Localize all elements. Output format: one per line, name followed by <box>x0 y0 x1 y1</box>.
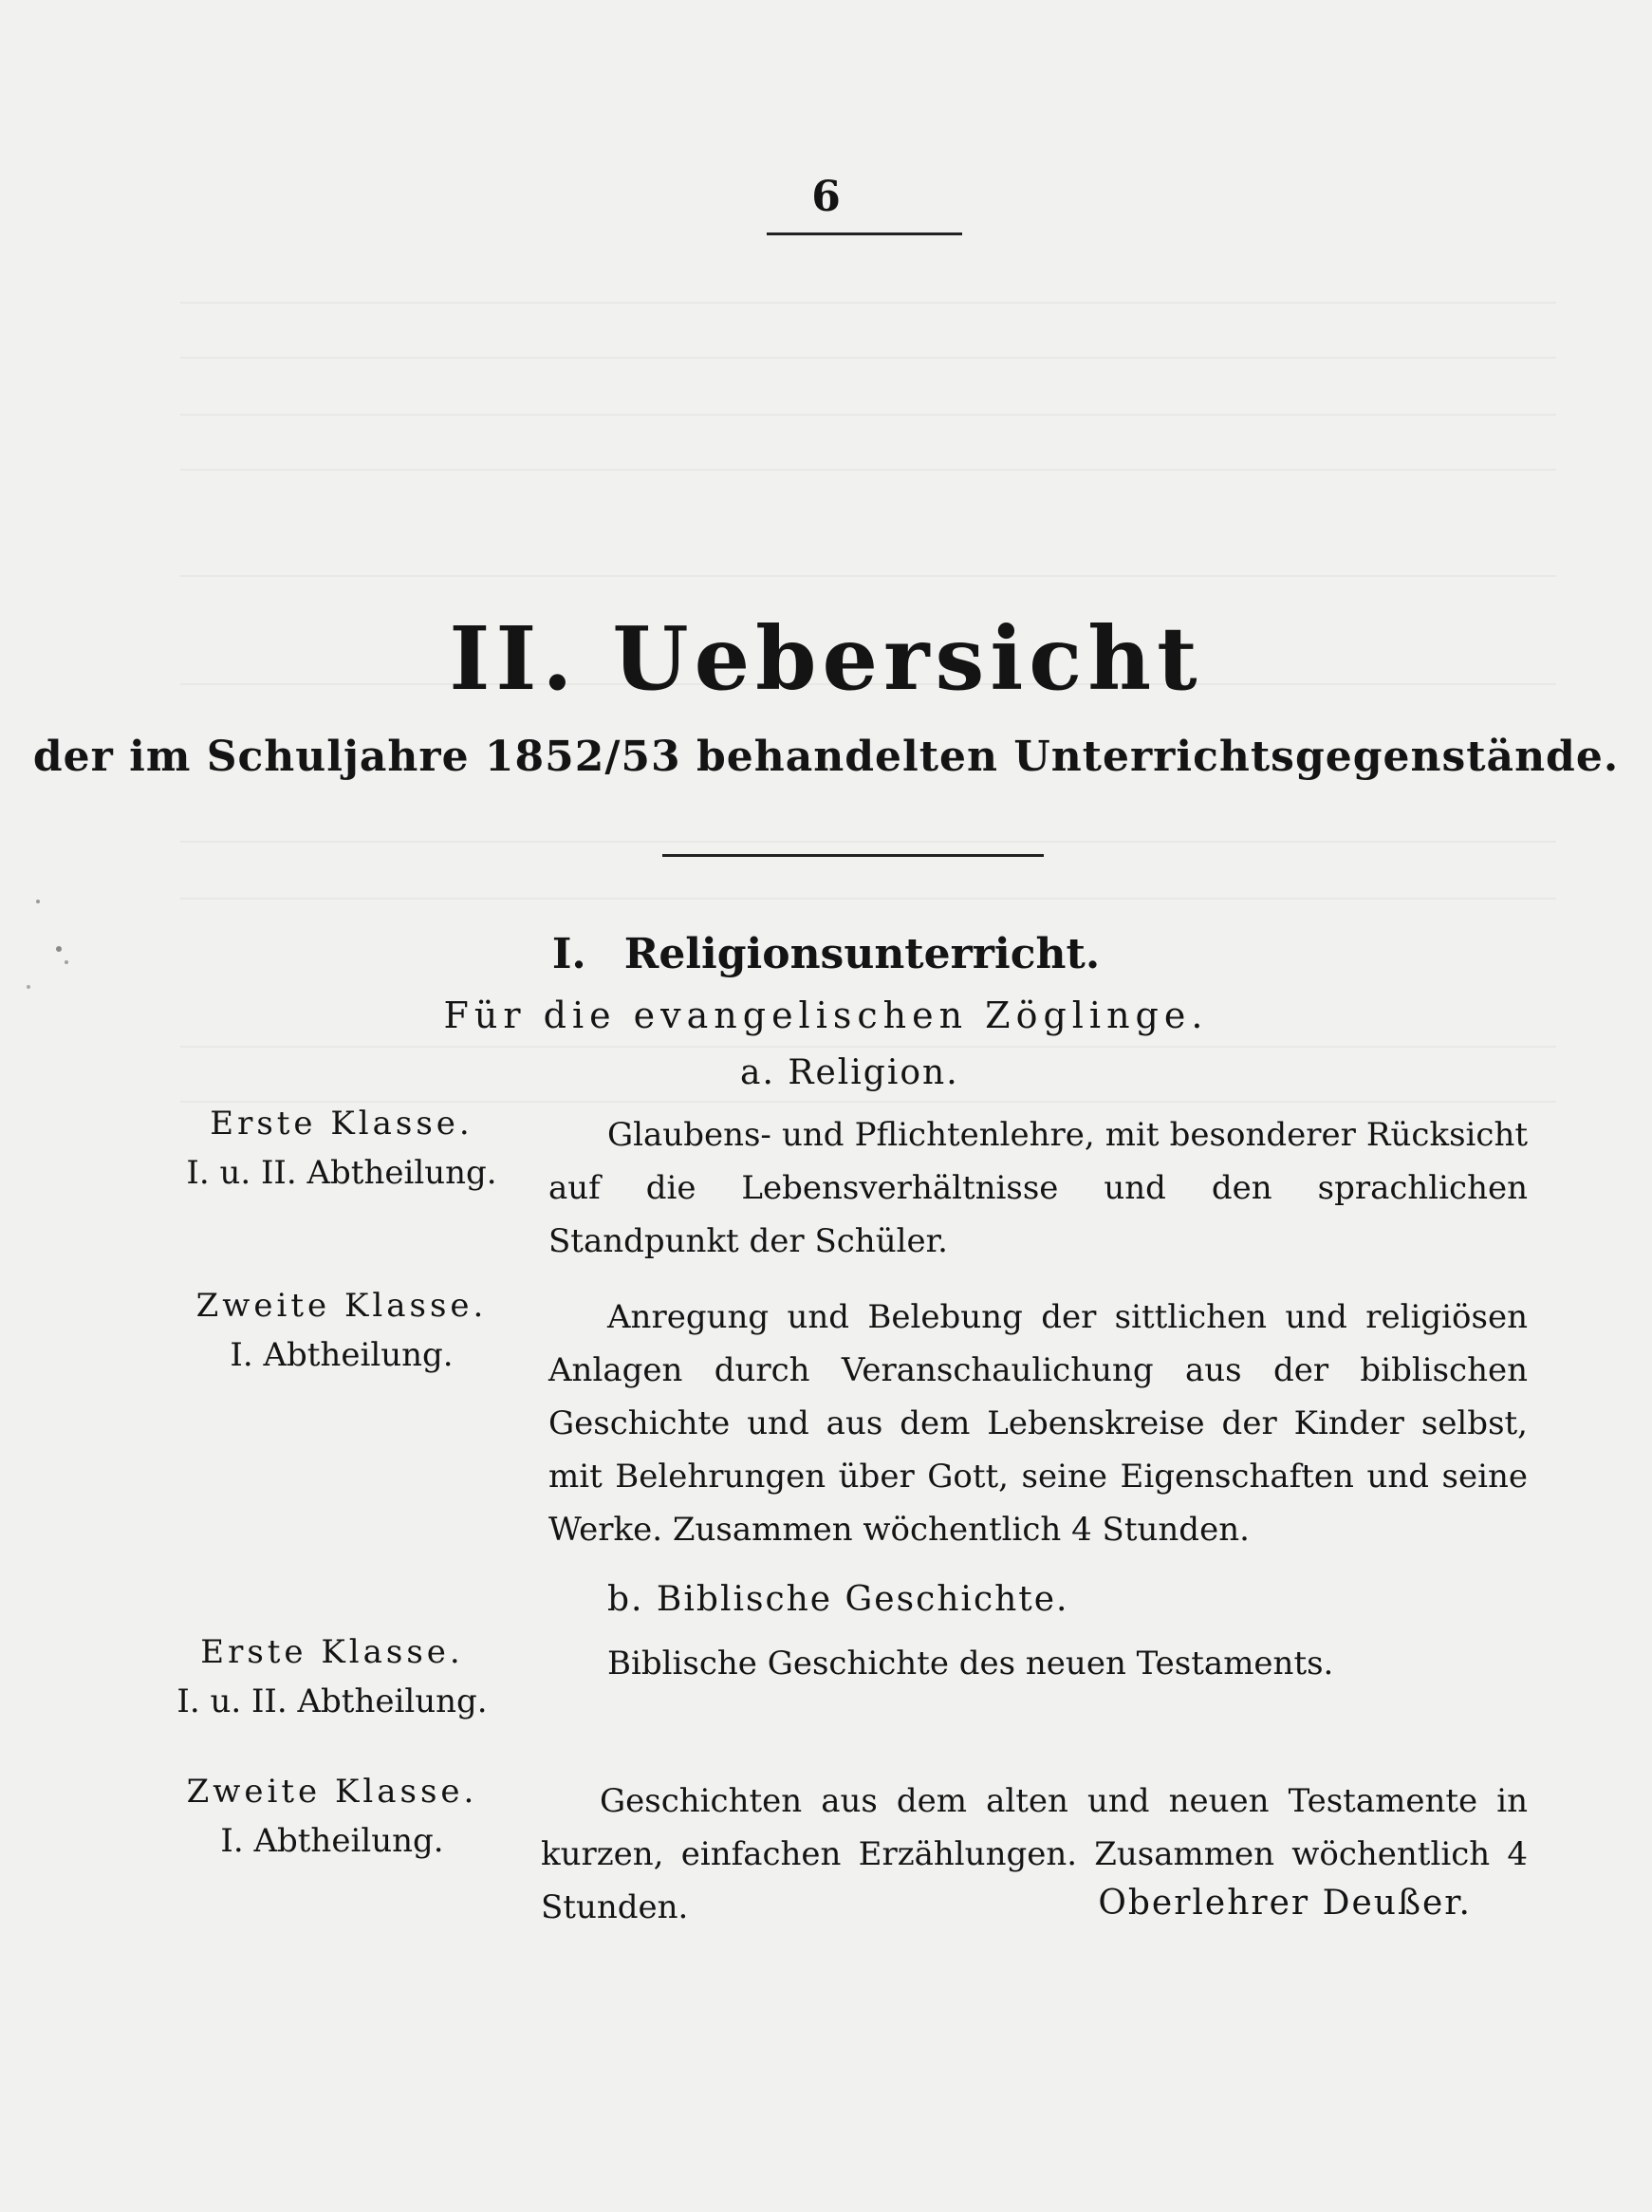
subsection-b-title: b. Biblische Geschichte. <box>607 1580 1069 1619</box>
class-name: Zweite Klasse. <box>195 1287 488 1325</box>
show-through-line <box>180 302 1556 304</box>
class-label <box>133 1627 531 1726</box>
page-title <box>0 607 1652 710</box>
section-audience: Für die evangelischen Zöglinge. <box>443 994 1209 1036</box>
show-through-line <box>180 1046 1556 1048</box>
show-through-line <box>180 357 1556 359</box>
class-label <box>142 1281 541 1380</box>
show-through-line <box>180 841 1556 843</box>
page-number: 6 <box>811 173 841 221</box>
class-name: Erste Klasse. <box>210 1105 473 1143</box>
entry-text: Biblische Geschichte des neuen Testaments. <box>607 1645 1334 1682</box>
entry-text: Anregung und Belebung der sittlichen und religiösen Anlagen durch Veranschaulichung aus der biblischen Geschichte und aus dem Lebenskreise der Kinder selbst, mit Belehrungen über Gott, seine Eigenschaften und seine Werke. Zusammen wöchentlich 4 Stunden. <box>548 1298 1528 1549</box>
section-title: Religionsunterricht. <box>623 930 1101 978</box>
section-number: I. <box>551 930 586 978</box>
class-name: Erste Klasse. <box>200 1633 464 1671</box>
chapter-title: Uebersicht <box>612 607 1203 710</box>
entry-text: Glaubens- und Pflichtenlehre, mit besonderer Rücksicht auf die Lebensverhältnisse und den sprachlichen Standpunkt der Schüler. <box>548 1116 1528 1260</box>
show-through-line <box>180 469 1556 471</box>
class-label <box>133 1767 531 1866</box>
show-through-line <box>180 414 1556 416</box>
class-name: Zweite Klasse. <box>186 1773 478 1811</box>
class-division: I. u. II. Abtheilung. <box>176 1682 488 1720</box>
chapter-subtitle: der im Schuljahre 1852/53 behandelten Unterrichtsgegenstände. <box>32 733 1620 781</box>
class-division: I. Abtheilung. <box>220 1822 444 1860</box>
section-heading <box>0 930 1652 978</box>
class-label <box>142 1099 541 1198</box>
divider-top <box>767 232 962 235</box>
entry-text: Geschichten aus dem alten und neuen Testamente in kurzen, einfachen Erzählungen. Zusammen wöchentlich 4 Stunden. <box>541 1782 1528 1926</box>
divider-middle <box>662 854 1044 857</box>
signature: Oberlehrer Deußer. <box>1098 1884 1472 1923</box>
subsection-a-title: a. Religion. <box>740 1053 959 1092</box>
class-division: I. u. II. Abtheilung. <box>186 1154 497 1192</box>
show-through-line <box>180 898 1556 900</box>
chapter-number: II. <box>449 607 579 710</box>
class-division: I. Abtheilung. <box>230 1336 454 1374</box>
show-through-line <box>180 575 1556 577</box>
